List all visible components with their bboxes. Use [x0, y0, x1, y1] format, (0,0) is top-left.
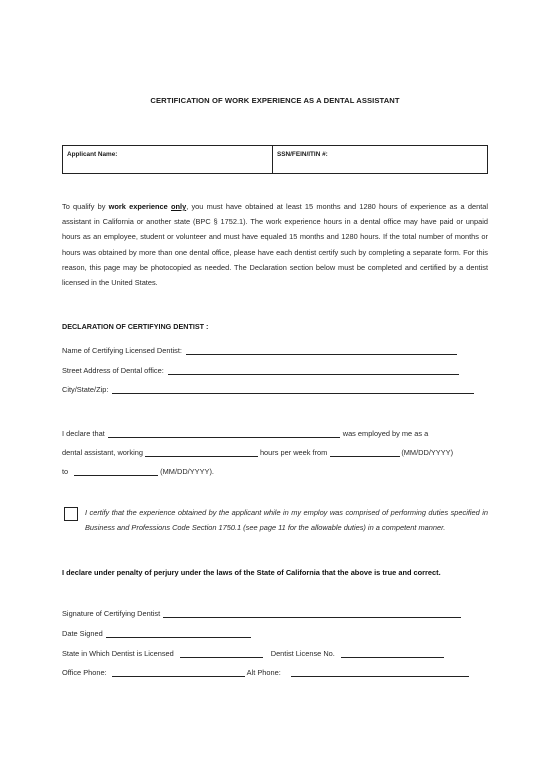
- applicant-declared-name-field[interactable]: [108, 428, 340, 438]
- certification-text: I certify that the experience obtained by the applicant while in my employ was comprised of performing duties specified in Business and Professions Code Section 1750.1 (see page 11 for the allowable duties) in a competent manner.: [85, 508, 488, 533]
- intro-underlined-word: only: [170, 202, 187, 211]
- street-address-row: [62, 364, 459, 375]
- dentist-name-label: Name of Certifying Licensed Dentist:: [62, 346, 182, 355]
- license-number-label: Dentist License No.: [270, 649, 335, 658]
- applicant-name-cell[interactable]: [63, 146, 273, 173]
- end-date-row: [62, 465, 214, 476]
- start-date-format: (MM/DD/YYYY): [401, 448, 454, 457]
- working-prefix: dental assistant, working: [62, 448, 143, 457]
- state-licensed-label: State in Which Dentist is Licensed: [62, 649, 174, 658]
- license-row: [62, 647, 444, 658]
- date-signed-row: [62, 627, 251, 638]
- penalty-statement: I declare under penalty of perjury under the laws of the State of California that the above is true and correct.: [62, 568, 441, 577]
- applicant-name-label: Applicant Name:: [67, 151, 118, 158]
- city-state-zip-row: [62, 383, 474, 394]
- city-state-zip-field[interactable]: [112, 384, 474, 394]
- end-date-field[interactable]: [74, 466, 158, 476]
- city-state-zip-label: City/State/Zip:: [62, 385, 109, 394]
- dentist-name-field[interactable]: [186, 345, 457, 355]
- intro-bold-phrase: work experience: [108, 202, 171, 211]
- phone-row: [62, 666, 469, 677]
- signature-label: Signature of Certifying Dentist: [62, 609, 161, 618]
- declare-prefix: I declare that: [62, 429, 105, 438]
- form-title: CERTIFICATION OF WORK EXPERIENCE AS A DENTAL ASSISTANT: [150, 96, 400, 105]
- office-phone-label: Office Phone:: [62, 668, 107, 677]
- hours-per-week-field[interactable]: [145, 447, 258, 457]
- intro-text-rest: , you must have obtained at least 15 months and 1280 hours of experience as a dental assistant in California or another state (BPC § 1752.1). The work experience hours in a dental office may have paid or unpaid hours as an employee, student or volunteer and must have equaled 15 months and 1280 hours. If the total number of months or hours was obtained by more than one dental office, please have each dentist certify such by completing a separate form. For this reason, this page may be photocopied as needed. The Declaration section below must be completed and certified by a dentist licensed in the United States.: [62, 202, 488, 288]
- date-signed-label: Date Signed: [62, 629, 103, 638]
- certification-checkbox[interactable]: [64, 507, 78, 521]
- declare-suffix: was employed by me as a: [342, 429, 429, 438]
- to-label: to: [62, 467, 69, 476]
- ssn-cell[interactable]: [273, 146, 487, 173]
- date-signed-field[interactable]: [106, 628, 251, 638]
- applicant-info-table: [62, 145, 488, 174]
- state-licensed-field[interactable]: [180, 648, 263, 658]
- declare-row: [62, 427, 428, 438]
- start-date-field[interactable]: [330, 447, 400, 457]
- street-address-field[interactable]: [168, 365, 459, 375]
- license-number-field[interactable]: [341, 648, 444, 658]
- signature-field[interactable]: [163, 608, 461, 618]
- alt-phone-field[interactable]: [291, 667, 469, 677]
- dentist-name-row: [62, 344, 457, 355]
- working-hours-row: [62, 446, 453, 457]
- intro-paragraph: [62, 199, 488, 290]
- ssn-label: SSN/FEIN/ITIN #:: [277, 151, 328, 158]
- intro-text-start: To qualify by: [62, 202, 109, 211]
- end-date-format: (MM/DD/YYYY).: [160, 467, 214, 476]
- hours-per-week-label: hours per week from: [259, 448, 328, 457]
- declaration-heading: DECLARATION OF CERTIFYING DENTIST :: [62, 322, 209, 331]
- alt-phone-label: Alt Phone:: [246, 668, 281, 677]
- signature-row: [62, 607, 461, 618]
- office-phone-field[interactable]: [112, 667, 245, 677]
- street-address-label: Street Address of Dental office:: [62, 366, 164, 375]
